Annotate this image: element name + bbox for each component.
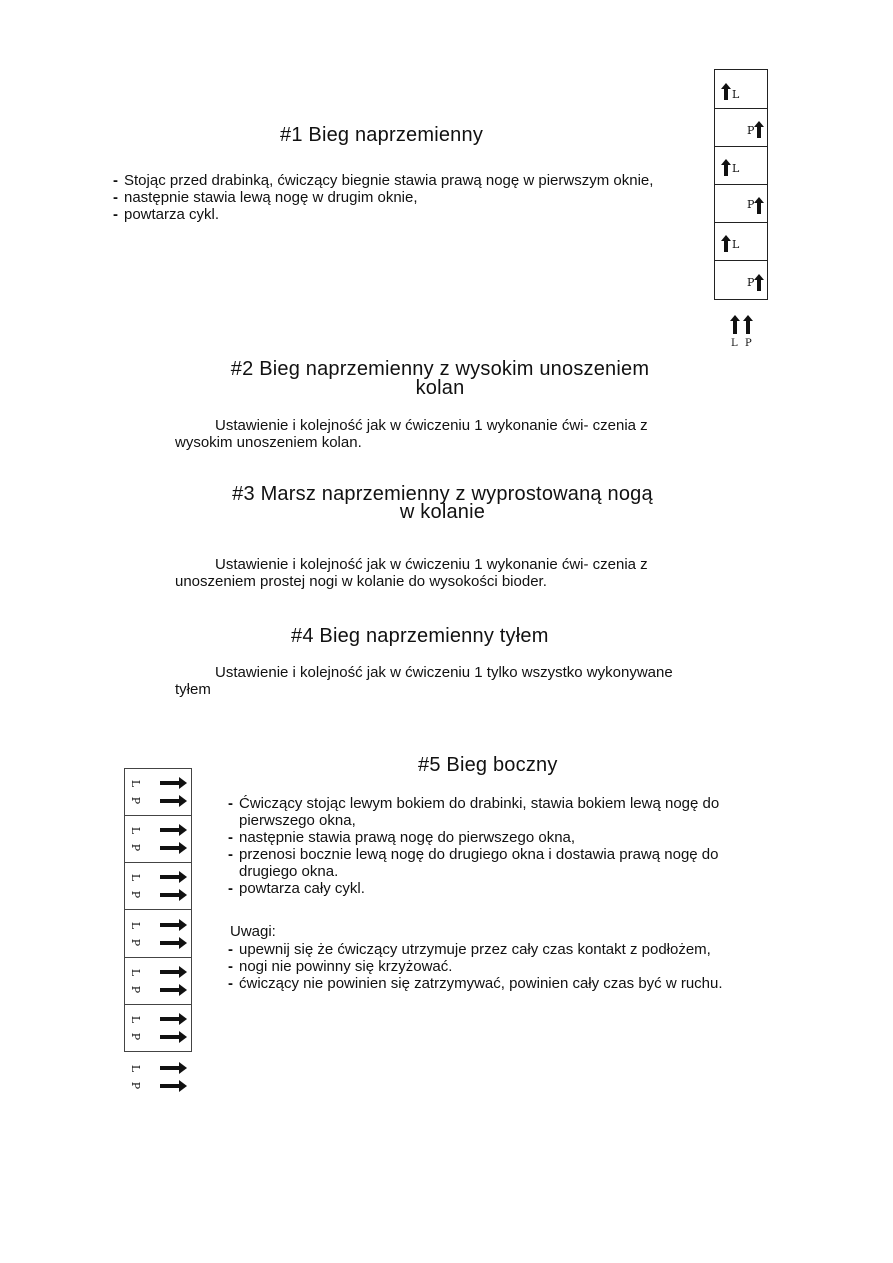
foot-label: L [731, 338, 738, 349]
list-item: - Ćwiczący stojąc lewym bokiem do drabinki, stawia bokiem lewą nogę do pierwszego okna, [228, 795, 773, 829]
foot-label: P [745, 338, 752, 349]
ladder-diagram-1 [714, 69, 768, 300]
ladder-mark: P [129, 796, 143, 805]
ladder-mark: P [747, 198, 755, 211]
ex5-list [228, 795, 773, 897]
list-item: - następnie stawia lewą nogę w drugim oknie, [113, 189, 693, 206]
list-item: - powtarza cały cykl. [228, 880, 773, 897]
arrow-up-icon [724, 164, 728, 176]
arrow-right-icon [160, 1084, 180, 1088]
ex2-title [200, 360, 680, 398]
side-step-markers [124, 768, 194, 1098]
arrow-right-icon [160, 988, 180, 992]
notes-heading: Uwagi: [230, 923, 276, 940]
arrow-right-icon [160, 799, 180, 803]
ex2-title-line2: kolan [415, 377, 465, 399]
ladder-mark: P [747, 276, 755, 289]
ex3-text: Ustawienie i kolejność jak w ćwiczeniu 1 wykonanie ćwi- czenia z unoszeniem prostej nogi w kolanie do wysokości bioder. [175, 556, 648, 590]
ex3-title-line2: w kolanie [399, 501, 486, 523]
ladder-mark: P [129, 938, 143, 947]
list-item: - następnie stawia prawą nogę do pierwszego okna, [228, 829, 773, 846]
list-item: - Stojąc przed drabinką, ćwiczący biegnie stawia prawą nogę w pierwszym oknie, [113, 172, 693, 189]
list-item: - nogi nie powinny się krzyżować. [228, 958, 758, 975]
ladder-mark: L [129, 873, 143, 882]
arrow-up-icon [757, 202, 761, 214]
list-item: - upewnij się że ćwiczący utrzymuje przez cały czas kontakt z podłożem, [228, 941, 758, 958]
ex4-title: #4 Bieg naprzemienny tyłem [291, 625, 549, 647]
ex3-title [195, 485, 690, 521]
ladder-mark: L [129, 1015, 143, 1024]
arrow-right-icon [160, 781, 180, 785]
ladder-mark: P [129, 1081, 143, 1090]
arrow-right-icon [160, 923, 180, 927]
arrow-right-icon [160, 893, 180, 897]
ladder-mark: L [732, 162, 740, 175]
ladder-mark: P [129, 1032, 143, 1041]
ladder-mark: L [129, 1064, 143, 1073]
arrow-up-icon [733, 320, 737, 334]
ladder-mark: P [129, 890, 143, 899]
list-item: - powtarza cykl. [113, 206, 693, 223]
arrow-up-icon [724, 88, 728, 100]
arrow-right-icon [160, 941, 180, 945]
ex2-title-line1: #2 Bieg naprzemienny z wysokim unoszeniem [230, 358, 650, 380]
arrow-right-icon [160, 846, 180, 850]
ex4-text: Ustawienie i kolejność jak w ćwiczeniu 1 tylko wszystko wykonywane tyłem [175, 664, 673, 698]
ex2-text: Ustawienie i kolejność jak w ćwiczeniu 1 wykonanie ćwi- czenia z wysokim unoszeniem kolan. [175, 417, 648, 451]
arrow-right-icon [160, 1017, 180, 1021]
ladder-mark: P [747, 124, 755, 137]
start-arrows [728, 310, 768, 354]
ladder-mark: L [129, 921, 143, 930]
ladder-mark: L [129, 826, 143, 835]
ladder-mark: L [129, 968, 143, 977]
arrow-right-icon [160, 1035, 180, 1039]
ex1-title: #1 Bieg naprzemienny [280, 124, 484, 146]
arrow-up-icon [724, 240, 728, 252]
notes-list [228, 941, 758, 992]
arrow-right-icon [160, 875, 180, 879]
ladder-mark: P [129, 843, 143, 852]
arrow-right-icon [160, 970, 180, 974]
list-item: - ćwiczący nie powinien się zatrzymywać, powinien cały czas być w ruchu. [228, 975, 758, 992]
arrow-right-icon [160, 828, 180, 832]
ladder-mark: L [732, 88, 740, 101]
list-item: - przenosi bocznie lewą nogę do drugiego okna i dostawia prawą nogę do drugiego okna. [228, 846, 773, 880]
ladder-mark: L [732, 238, 740, 251]
arrow-up-icon [757, 126, 761, 138]
ex5-title: #5 Bieg boczny [418, 754, 558, 776]
ex3-title-line1: #3 Marsz naprzemienny z wyprostowaną nogą [232, 483, 653, 505]
ex1-list [113, 172, 693, 223]
arrow-right-icon [160, 1066, 180, 1070]
arrow-up-icon [757, 279, 761, 291]
ladder-mark: L [129, 779, 143, 788]
arrow-up-icon [746, 320, 750, 334]
ladder-mark: P [129, 985, 143, 994]
